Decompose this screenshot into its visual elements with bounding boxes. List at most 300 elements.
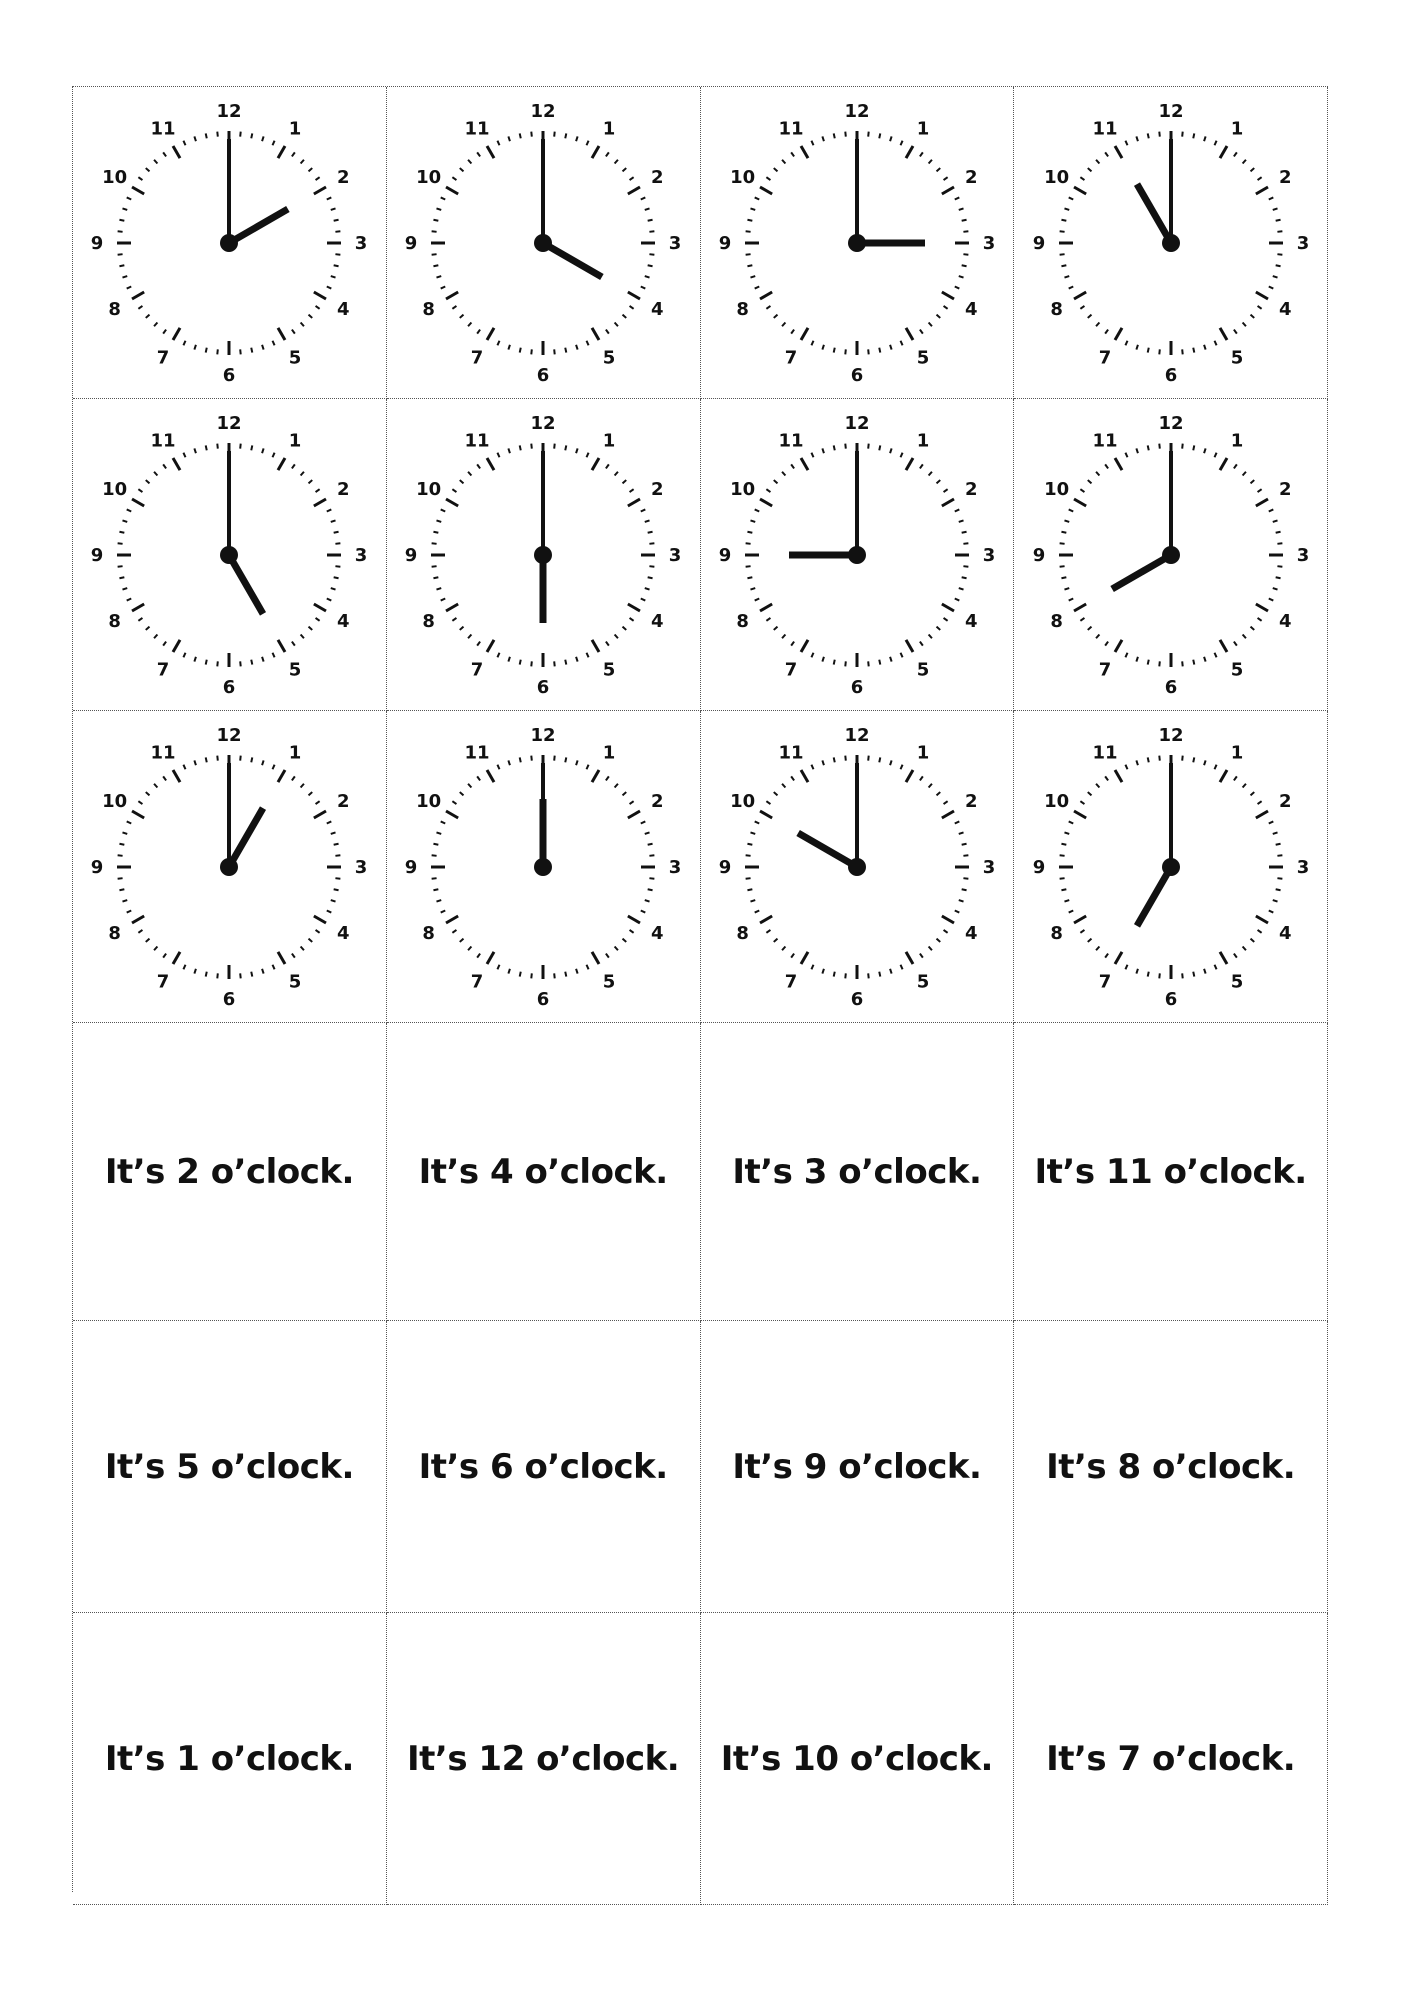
minute-tick	[845, 661, 846, 666]
minute-tick	[520, 445, 521, 450]
minute-tick	[920, 953, 923, 957]
minute-tick	[1214, 964, 1216, 969]
minute-tick	[146, 792, 150, 795]
minute-tick	[745, 878, 750, 879]
minute-tick	[218, 661, 219, 666]
minute-tick	[206, 757, 207, 762]
clock-face-icon	[393, 93, 693, 393]
dial-number: 4	[651, 298, 664, 320]
minute-tick	[1125, 340, 1127, 345]
minute-tick	[900, 452, 902, 457]
minute-tick	[587, 140, 589, 145]
minute-tick	[334, 265, 339, 266]
minute-tick	[747, 265, 752, 266]
minute-tick	[520, 133, 521, 138]
minute-tick	[650, 878, 655, 879]
minute-tick	[774, 626, 778, 629]
minute-tick	[1214, 452, 1216, 457]
minute-tick	[1059, 254, 1064, 255]
minute-tick	[1250, 480, 1254, 483]
clock-face-icon	[393, 405, 693, 705]
minute-tick	[1064, 588, 1069, 590]
hour-tick	[906, 770, 913, 782]
minute-tick	[1059, 855, 1064, 856]
minute-tick	[606, 329, 609, 333]
hour-tick	[487, 639, 494, 651]
minute-tick	[1268, 509, 1273, 511]
dial-number: 12	[530, 100, 556, 122]
minute-tick	[755, 821, 760, 823]
minute-tick	[273, 652, 275, 657]
minute-tick	[252, 757, 253, 762]
minute-tick	[1064, 832, 1069, 834]
minute-tick	[1068, 598, 1073, 600]
minute-tick	[262, 344, 264, 349]
minute-tick	[834, 659, 835, 664]
hour-tick	[446, 292, 458, 299]
minute-tick	[791, 953, 794, 957]
minute-tick	[509, 448, 511, 453]
minute-tick	[1268, 598, 1273, 600]
minute-tick	[943, 801, 947, 804]
time-caption: It’s 5 o’clock.	[104, 1446, 354, 1487]
minute-tick	[565, 445, 566, 450]
minute-tick	[206, 971, 207, 976]
minute-tick	[879, 445, 880, 450]
clock-card	[701, 87, 1015, 399]
caption-card	[387, 1023, 701, 1321]
minute-tick	[441, 197, 446, 199]
clock-face-icon	[707, 405, 1007, 705]
dial-number: 10	[102, 166, 128, 188]
minute-tick	[962, 577, 967, 578]
minute-tick	[327, 598, 332, 600]
hour-tick	[906, 458, 913, 470]
dial-number: 4	[964, 610, 978, 632]
minute-tick	[120, 219, 125, 220]
minute-tick	[531, 131, 532, 136]
minute-tick	[962, 219, 967, 220]
minute-tick	[630, 177, 634, 180]
minute-tick	[460, 168, 464, 171]
minute-tick	[477, 152, 480, 156]
minute-tick	[1250, 168, 1254, 171]
minute-tick	[1204, 136, 1206, 141]
minute-tick	[782, 322, 785, 326]
minute-tick	[920, 776, 923, 780]
hour-hand	[1137, 184, 1171, 243]
hour-tick	[760, 499, 772, 506]
minute-tick	[1242, 634, 1245, 638]
dial-number: 1	[1230, 742, 1243, 764]
minute-tick	[750, 588, 755, 590]
dial-number: 2	[1278, 166, 1292, 188]
minute-tick	[252, 659, 253, 664]
dial-number: 12	[216, 412, 242, 434]
hour-tick	[628, 811, 640, 818]
minute-tick	[123, 520, 128, 522]
minute-tick	[1234, 329, 1237, 333]
minute-tick	[316, 489, 320, 492]
minute-tick	[1257, 177, 1261, 180]
minute-tick	[1204, 448, 1206, 453]
dial-number: 9	[1032, 856, 1045, 878]
dial-number: 1	[289, 742, 302, 764]
minute-tick	[1250, 938, 1254, 941]
minute-tick	[164, 641, 167, 645]
minute-tick	[650, 543, 655, 544]
minute-tick	[1061, 889, 1066, 890]
caption-card	[73, 1613, 387, 1905]
minute-tick	[327, 509, 332, 511]
minute-tick	[963, 231, 968, 232]
clock-card	[1014, 87, 1328, 399]
minute-tick	[146, 314, 150, 317]
minute-tick	[587, 340, 589, 345]
minute-tick	[1080, 489, 1084, 492]
minute-tick	[460, 626, 464, 629]
minute-tick	[587, 452, 589, 457]
hour-tick	[628, 916, 640, 923]
minute-tick	[928, 634, 931, 638]
minute-tick	[441, 821, 446, 823]
clock-card	[73, 399, 387, 711]
dial-number: 7	[784, 346, 798, 368]
dial-number: 10	[102, 478, 128, 500]
minute-tick	[139, 489, 143, 492]
minute-tick	[139, 801, 143, 804]
minute-tick	[615, 159, 618, 163]
dial-number: 6	[223, 988, 236, 1010]
minute-tick	[1277, 254, 1282, 255]
dial-number: 12	[530, 724, 556, 746]
minute-tick	[301, 783, 304, 787]
time-caption: It’s 7 o’clock.	[1046, 1738, 1296, 1779]
minute-tick	[900, 652, 902, 657]
hour-tick	[1220, 146, 1227, 158]
caption-row-2	[73, 1321, 1328, 1613]
minute-tick	[641, 598, 646, 600]
minute-tick	[890, 656, 892, 661]
minute-tick	[154, 946, 157, 950]
minute-tick	[755, 197, 760, 199]
dial-number: 9	[1032, 544, 1045, 566]
hour-tick	[1220, 458, 1227, 470]
minute-tick	[1068, 286, 1073, 288]
minute-tick	[139, 177, 143, 180]
hour-tick	[314, 604, 326, 611]
hour-tick	[446, 916, 458, 923]
dial-number: 12	[844, 100, 870, 122]
minute-tick	[1096, 159, 1099, 163]
minute-tick	[498, 340, 500, 345]
hour-tick	[487, 146, 494, 158]
minute-tick	[1242, 322, 1245, 326]
minute-tick	[943, 489, 947, 492]
clock-card	[701, 399, 1015, 711]
dial-number: 5	[1230, 970, 1243, 992]
minute-tick	[1257, 305, 1261, 308]
minute-tick	[920, 152, 923, 156]
minute-tick	[1242, 471, 1245, 475]
time-caption: It’s 12 o’clock.	[407, 1738, 680, 1779]
minute-tick	[606, 776, 609, 780]
minute-tick	[1277, 855, 1282, 856]
minute-tick	[890, 760, 892, 765]
minute-tick	[623, 792, 627, 795]
minute-tick	[498, 452, 500, 457]
minute-tick	[241, 755, 242, 760]
minute-tick	[468, 783, 471, 787]
dial-number: 9	[91, 232, 104, 254]
minute-tick	[1105, 641, 1108, 645]
minute-tick	[630, 305, 634, 308]
minute-tick	[120, 265, 125, 266]
minute-tick	[1080, 305, 1084, 308]
dial-number: 2	[964, 790, 978, 812]
minute-tick	[301, 322, 304, 326]
hour-tick	[1115, 639, 1122, 651]
minute-tick	[920, 464, 923, 468]
minute-tick	[1159, 349, 1160, 354]
minute-tick	[195, 448, 197, 453]
clock-card	[1014, 399, 1328, 711]
dial-number: 3	[668, 856, 682, 878]
hour-tick	[1074, 292, 1086, 299]
dial-number: 4	[964, 298, 978, 320]
minute-tick	[791, 464, 794, 468]
minute-tick	[241, 443, 242, 448]
minute-tick	[334, 577, 339, 578]
minute-tick	[316, 617, 320, 620]
minute-tick	[1182, 661, 1183, 666]
clock-face-icon	[79, 405, 379, 705]
hour-tick	[760, 811, 772, 818]
minute-tick	[623, 938, 627, 941]
minute-tick	[127, 910, 132, 912]
minute-tick	[292, 329, 295, 333]
dial-number: 6	[536, 988, 550, 1010]
minute-tick	[301, 159, 304, 163]
minute-tick	[164, 776, 167, 780]
minute-tick	[331, 900, 336, 902]
minute-tick	[791, 152, 794, 156]
minute-tick	[252, 445, 253, 450]
minute-tick	[890, 448, 892, 453]
center-pin	[848, 546, 866, 564]
minute-tick	[498, 140, 500, 145]
minute-tick	[1204, 760, 1206, 765]
minute-tick	[334, 889, 339, 890]
minute-tick	[1214, 652, 1216, 657]
minute-tick	[879, 971, 880, 976]
minute-tick	[252, 971, 253, 976]
minute-tick	[963, 855, 968, 856]
minute-tick	[316, 305, 320, 308]
minute-tick	[123, 208, 128, 210]
minute-tick	[432, 566, 437, 567]
hour-tick	[487, 458, 494, 470]
minute-tick	[1096, 783, 1099, 787]
minute-tick	[432, 543, 437, 544]
minute-tick	[928, 783, 931, 787]
hour-tick	[628, 187, 640, 194]
hour-tick	[132, 811, 144, 818]
minute-tick	[498, 964, 500, 969]
minute-tick	[747, 531, 752, 532]
dial-number: 5	[289, 658, 302, 680]
dial-number: 11	[464, 430, 490, 452]
minute-tick	[334, 843, 339, 844]
dial-number: 6	[850, 988, 864, 1010]
minute-tick	[327, 910, 332, 912]
dial-number: 7	[1098, 346, 1111, 368]
minute-tick	[747, 577, 752, 578]
dial-number: 11	[778, 430, 804, 452]
minute-tick	[509, 344, 511, 349]
minute-tick	[316, 929, 320, 932]
minute-tick	[123, 588, 128, 590]
minute-tick	[1068, 910, 1073, 912]
minute-tick	[1242, 783, 1245, 787]
minute-tick	[1136, 136, 1138, 141]
minute-tick	[606, 152, 609, 156]
minute-tick	[206, 347, 207, 352]
dial-number: 12	[1158, 100, 1184, 122]
clock-row-2	[73, 399, 1328, 711]
dial-number: 11	[150, 118, 176, 140]
minute-tick	[468, 471, 471, 475]
minute-tick	[262, 448, 264, 453]
hour-tick	[132, 499, 144, 506]
dial-number: 3	[355, 232, 368, 254]
hour-tick	[446, 187, 458, 194]
minute-tick	[118, 566, 123, 567]
dial-number: 9	[404, 544, 418, 566]
minute-tick	[1087, 626, 1091, 629]
hour-tick	[592, 770, 599, 782]
hour-hand	[229, 209, 288, 243]
time-caption: It’s 9 o’clock.	[732, 1446, 982, 1487]
minute-tick	[336, 231, 341, 232]
hour-tick	[1074, 604, 1086, 611]
minute-tick	[127, 197, 132, 199]
minute-tick	[845, 131, 846, 136]
minute-tick	[811, 452, 813, 457]
minute-tick	[1272, 208, 1277, 210]
minute-tick	[1275, 265, 1280, 266]
minute-tick	[118, 855, 123, 856]
minute-tick	[955, 286, 960, 288]
minute-tick	[1061, 577, 1066, 578]
minute-tick	[576, 448, 578, 453]
minute-tick	[962, 843, 967, 844]
minute-tick	[630, 929, 634, 932]
minute-tick	[292, 641, 295, 645]
caption-card	[387, 1613, 701, 1905]
minute-tick	[477, 641, 480, 645]
minute-tick	[468, 322, 471, 326]
minute-tick	[943, 177, 947, 180]
hour-tick	[760, 604, 772, 611]
minute-tick	[963, 543, 968, 544]
minute-tick	[336, 855, 341, 856]
minute-tick	[127, 509, 132, 511]
minute-tick	[1275, 531, 1280, 532]
hour-tick	[1074, 499, 1086, 506]
minute-tick	[1147, 659, 1148, 664]
dial-number: 9	[718, 544, 732, 566]
hour-tick	[487, 951, 494, 963]
minute-tick	[1275, 843, 1280, 844]
minute-tick	[1105, 776, 1108, 780]
minute-tick	[565, 971, 566, 976]
dial-number: 10	[416, 790, 442, 812]
minute-tick	[1125, 652, 1127, 657]
minute-tick	[195, 656, 197, 661]
minute-tick	[576, 344, 578, 349]
minute-tick	[955, 598, 960, 600]
minute-tick	[1068, 197, 1073, 199]
dial-number: 11	[778, 742, 804, 764]
minute-tick	[460, 938, 464, 941]
minute-tick	[123, 832, 128, 834]
clock-card	[387, 399, 701, 711]
minute-tick	[1272, 588, 1277, 590]
dial-number: 7	[157, 346, 170, 368]
hour-tick	[446, 499, 458, 506]
minute-tick	[206, 445, 207, 450]
hour-tick	[906, 327, 913, 339]
hour-tick	[173, 146, 180, 158]
minute-tick	[1182, 443, 1183, 448]
hour-tick	[1074, 811, 1086, 818]
minute-tick	[963, 878, 968, 879]
minute-tick	[331, 276, 336, 278]
minute-tick	[241, 349, 242, 354]
minute-tick	[834, 971, 835, 976]
minute-tick	[900, 964, 902, 969]
minute-tick	[745, 543, 750, 544]
minute-tick	[1182, 349, 1183, 354]
dial-number: 11	[464, 742, 490, 764]
minute-tick	[955, 197, 960, 199]
minute-tick	[1087, 938, 1091, 941]
minute-tick	[1193, 659, 1194, 664]
minute-tick	[509, 760, 511, 765]
center-pin	[534, 858, 552, 876]
minute-tick	[432, 231, 437, 232]
minute-tick	[747, 843, 752, 844]
hour-tick	[628, 292, 640, 299]
minute-tick	[868, 443, 869, 448]
hour-tick	[173, 770, 180, 782]
minute-tick	[576, 136, 578, 141]
hour-hand	[798, 833, 857, 867]
caption-row-3	[73, 1613, 1328, 1905]
minute-tick	[959, 900, 964, 902]
minute-tick	[1059, 566, 1064, 567]
time-caption: It’s 11 o’clock.	[1034, 1151, 1307, 1192]
minute-tick	[1059, 231, 1064, 232]
minute-tick	[834, 347, 835, 352]
minute-tick	[766, 305, 770, 308]
center-pin	[848, 858, 866, 876]
clock-card	[73, 711, 387, 1023]
minute-tick	[1147, 133, 1148, 138]
minute-tick	[1061, 843, 1066, 844]
minute-tick	[252, 133, 253, 138]
